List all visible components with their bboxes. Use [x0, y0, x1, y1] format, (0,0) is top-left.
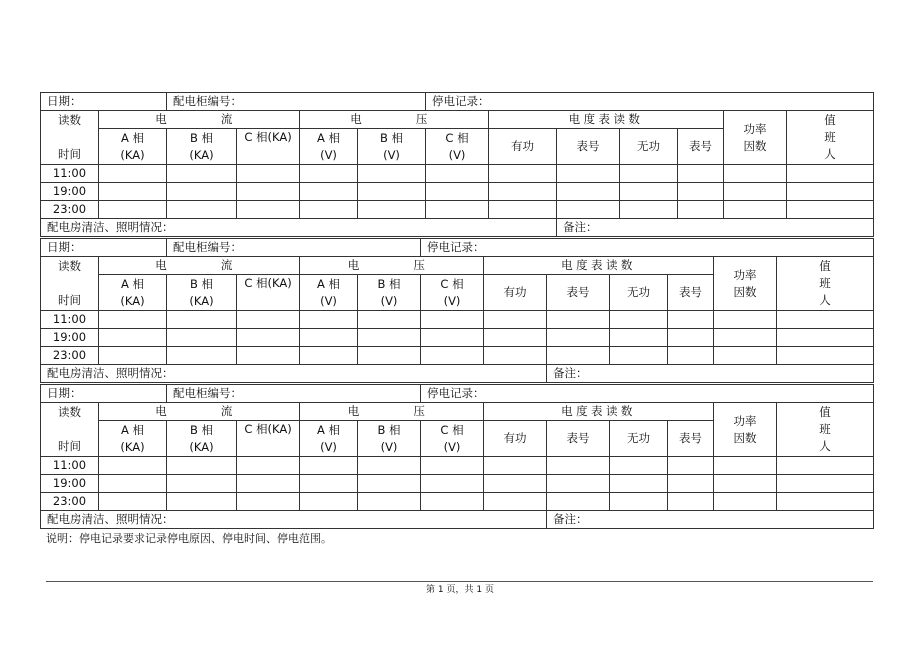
voltage-c-header: C 相 (V): [421, 421, 484, 457]
time-cell: 23:00: [41, 493, 99, 511]
voltage-b-header: B 相 (V): [358, 129, 426, 165]
reading-time-header: [41, 111, 99, 165]
current-b-header: B 相 (KA): [167, 421, 237, 457]
remark-field[interactable]: 备注：: [547, 511, 874, 529]
table-row: [41, 201, 874, 219]
duty-line2: 班: [819, 422, 831, 436]
power-factor-header: [714, 257, 777, 311]
record-table-2: [40, 238, 874, 383]
reactive-header: 无功: [610, 421, 668, 457]
duty-line2: 班: [819, 276, 831, 290]
time-cell: 23:00: [41, 201, 99, 219]
record-table-1: [40, 92, 874, 237]
current-b-header: B 相 (KA): [167, 275, 237, 311]
active-header: 有功: [484, 421, 547, 457]
time-cell: 19:00: [41, 183, 99, 201]
table-row: [41, 457, 874, 475]
record-table-3: [40, 384, 874, 529]
remark-field[interactable]: 备注：: [557, 219, 874, 237]
reading-time-header: [41, 257, 99, 311]
current-a-header: A 相 (KA): [99, 275, 167, 311]
reading-time-header: [41, 403, 99, 457]
active-meter-no-header: 表号: [557, 129, 620, 165]
active-header: 有功: [484, 275, 547, 311]
meter-header: 电度表读数: [484, 257, 714, 275]
duty-line1: 值: [819, 259, 831, 273]
meter-header: 电度表读数: [489, 111, 724, 129]
voltage-b-header: B 相 (V): [358, 275, 421, 311]
cleaning-lighting-field[interactable]: 配电房清洁、照明情况：: [41, 511, 547, 529]
outage-record-field[interactable]: 停电记录：: [421, 385, 874, 403]
table-row: [41, 475, 874, 493]
voltage-header: 电 压: [300, 111, 489, 129]
current-header: 电 流: [99, 257, 300, 275]
power-factor-line1: 功率: [733, 413, 757, 428]
cleaning-lighting-field[interactable]: 配电房清洁、照明情况：: [41, 365, 547, 383]
date-field[interactable]: 日期：: [41, 385, 167, 403]
cabinet-number-field[interactable]: 配电柜编号：: [167, 93, 426, 111]
voltage-a-header: A 相 (V): [300, 129, 358, 165]
cabinet-number-field[interactable]: 配电柜编号：: [167, 239, 421, 257]
reading-label: 读数: [58, 113, 81, 127]
reactive-header: 无功: [620, 129, 678, 165]
power-factor-header: [724, 111, 787, 165]
voltage-a-header: A 相 (V): [300, 421, 358, 457]
table-row: [41, 183, 874, 201]
voltage-c-header: C 相 (V): [421, 275, 484, 311]
reactive-header: 无功: [610, 275, 668, 311]
duty-line3: 人: [819, 439, 831, 453]
active-meter-no-header: 表号: [547, 421, 610, 457]
voltage-header: 电 压: [300, 257, 484, 275]
duty-line1: 值: [819, 405, 831, 419]
current-a-header: A 相 (KA): [99, 129, 167, 165]
time-cell: 11:00: [41, 165, 99, 183]
date-field[interactable]: 日期：: [41, 93, 167, 111]
reactive-meter-no-header: 表号: [668, 421, 714, 457]
duty-person-header: [777, 403, 874, 457]
duty-line1: 值: [824, 113, 836, 127]
power-factor-line1: 功率: [733, 267, 757, 282]
current-c-header: C 相(KA): [237, 129, 300, 165]
table-row: [41, 493, 874, 511]
time-cell: 11:00: [41, 311, 99, 329]
power-factor-line1: 功率: [743, 121, 767, 136]
table-row: [41, 329, 874, 347]
table-row: [41, 165, 874, 183]
cleaning-lighting-field[interactable]: 配电房清洁、照明情况：: [41, 219, 557, 237]
duty-person-header: [787, 111, 874, 165]
cabinet-number-field[interactable]: 配电柜编号：: [167, 385, 421, 403]
time-cell: 23:00: [41, 347, 99, 365]
time-cell: 19:00: [41, 329, 99, 347]
duty-person-header: [777, 257, 874, 311]
current-header: 电 流: [99, 403, 300, 421]
time-label: 时间: [58, 439, 81, 453]
current-b-header: B 相 (KA): [167, 129, 237, 165]
voltage-b-header: B 相 (V): [358, 421, 421, 457]
outage-record-field[interactable]: 停电记录：: [421, 239, 874, 257]
date-field[interactable]: 日期：: [41, 239, 167, 257]
table-row: [41, 311, 874, 329]
duty-line3: 人: [824, 147, 836, 161]
reading-label: 读数: [58, 259, 81, 273]
table-row: [41, 347, 874, 365]
page-footer: 第 1 页，共 1 页: [426, 585, 494, 595]
reading-label: 读数: [58, 405, 81, 419]
power-factor-header: [714, 403, 777, 457]
active-meter-no-header: 表号: [547, 275, 610, 311]
reactive-meter-no-header: 表号: [668, 275, 714, 311]
power-factor-line2: 因数: [733, 284, 757, 299]
time-cell: 11:00: [41, 457, 99, 475]
outage-record-field[interactable]: 停电记录：: [426, 93, 874, 111]
power-factor-line2: 因数: [733, 430, 757, 445]
power-factor-line2: 因数: [743, 138, 767, 153]
time-cell: 19:00: [41, 475, 99, 493]
remark-field[interactable]: 备注：: [547, 365, 874, 383]
current-c-header: C 相(KA): [237, 421, 300, 457]
time-label: 时间: [58, 147, 81, 161]
voltage-c-header: C 相 (V): [426, 129, 489, 165]
current-c-header: C 相(KA): [237, 275, 300, 311]
duty-line3: 人: [819, 293, 831, 307]
voltage-header: 电 压: [300, 403, 484, 421]
active-header: 有功: [489, 129, 557, 165]
duty-line2: 班: [824, 130, 836, 144]
time-label: 时间: [58, 293, 81, 307]
meter-header: 电度表读数: [484, 403, 714, 421]
current-a-header: A 相 (KA): [99, 421, 167, 457]
current-header: 电 流: [99, 111, 300, 129]
voltage-a-header: A 相 (V): [300, 275, 358, 311]
reactive-meter-no-header: 表号: [678, 129, 724, 165]
instruction-note: 说明：停电记录要求记录停电原因、停电时间、停电范围。: [46, 532, 332, 545]
